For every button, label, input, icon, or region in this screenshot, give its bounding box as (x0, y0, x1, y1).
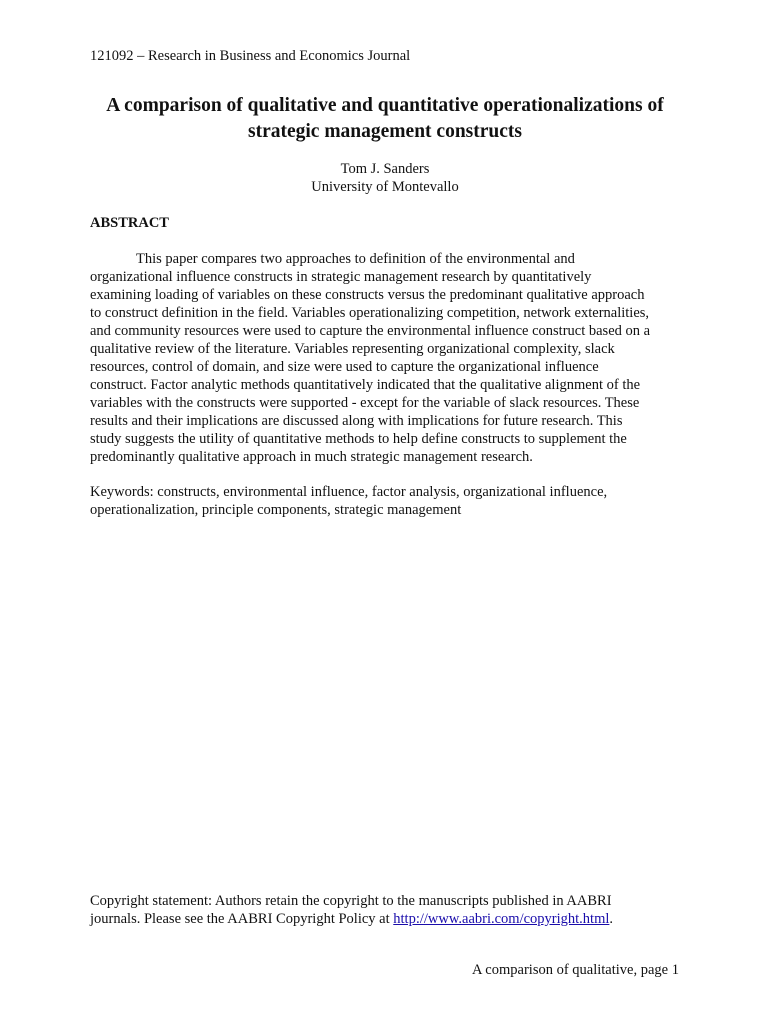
running-header: 121092 – Research in Business and Economics Journal (90, 48, 411, 64)
copyright-statement (90, 892, 684, 928)
keywords-line: Keywords: constructs, environmental influence, factor analysis, organizational influence, (90, 484, 608, 500)
page-footer: A comparison of qualitative, page 1 (472, 962, 679, 978)
paper-title (60, 93, 710, 145)
title-line: A comparison of qualitative and quantitative operationalizations of (106, 95, 664, 116)
abstract-paragraph (90, 250, 684, 466)
abstract-line: predominantly qualitative approach in much strategic management research. (90, 449, 533, 465)
copyright-line: Copyright statement: Authors retain the copyright to the manuscripts published in AABRI (90, 893, 612, 909)
abstract-line: examining loading of variables on these constructs versus the predominant qualitative approach (90, 287, 645, 303)
abstract-line: variables with the constructs were supported - except for the variable of slack resources. These (90, 395, 640, 411)
abstract-line: resources, control of domain, and size were used to capture the organizational influence (90, 359, 599, 375)
abstract-line: This paper compares two approaches to definition of the environmental and (136, 251, 575, 267)
copyright-policy-link[interactable]: http://www.aabri.com/copyright.html (393, 911, 610, 927)
author-block (60, 160, 710, 196)
abstract-line: qualitative review of the literature. Variables representing organizational complexity, slack (90, 341, 615, 357)
keywords-line: operationalization, principle components, strategic management (90, 502, 462, 518)
abstract-line: results and their implications are discussed along with implications for future research. This (90, 413, 623, 429)
abstract-line: study suggests the utility of quantitative methods to help define constructs to supplement the (90, 431, 627, 447)
author-affiliation: University of Montevallo (311, 179, 459, 195)
copyright-text: journals. Please see the AABRI Copyright Policy at (90, 911, 394, 927)
abstract-line: and community resources were used to capture the environmental influence construct based on a (90, 323, 651, 339)
abstract-heading: ABSTRACT (90, 215, 169, 231)
abstract-line: to construct definition in the field. Variables operationalizing competition, network externalities, (90, 305, 650, 321)
abstract-line: construct. Factor analytic methods quantitatively indicated that the qualitative alignment of the (90, 377, 641, 393)
keywords-paragraph (90, 483, 684, 519)
abstract-line: organizational influence constructs in strategic management research by quantitatively (90, 269, 592, 285)
author-name: Tom J. Sanders (340, 161, 430, 177)
copyright-line (90, 910, 684, 928)
copyright-period: . (609, 911, 614, 927)
title-line: strategic management constructs (247, 121, 522, 142)
